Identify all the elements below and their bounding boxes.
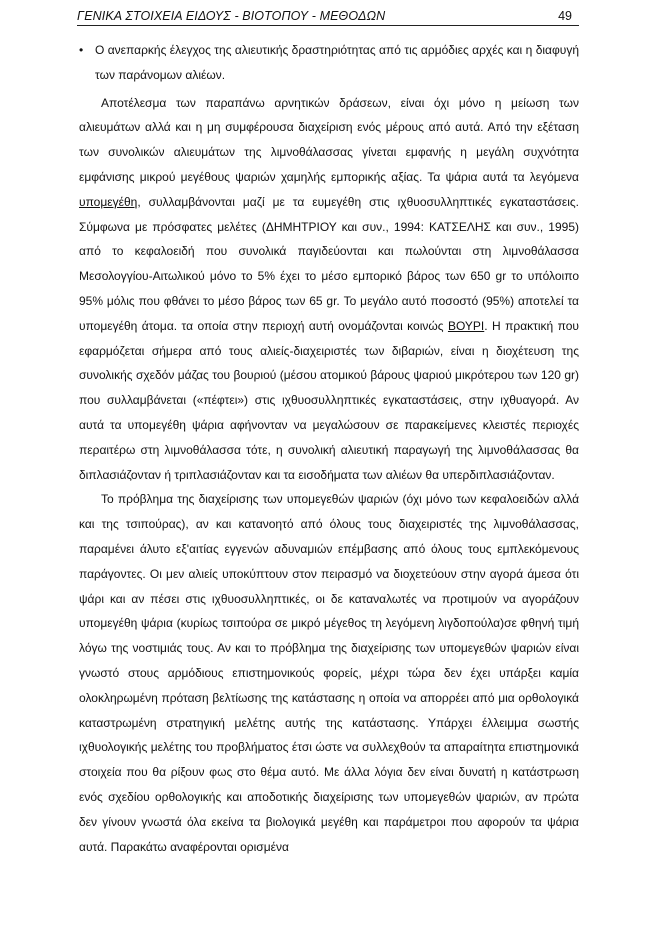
paragraph-1-text-3: . Η πρακτική που εφαρμόζεται σήμερα από τους αλιείς-διαχειριστές των διβαριών, είναι η διοχέτευση της συνολικής σχεδόν μάζας του βουριού (μέσου ατομικού βάρους ψαριού μικρότερου των 120 gr) που συλλαμβάνεται («πέφτει») στις ιχθυοσυλληπτικές εγκαταστάσεις, στην ιχθυαγορά. Αν αυτά τα υπομεγέθη ψάρια αφήνονταν να μεγαλώσουν σε παρακείμενες κλειστές περιοχές περαιτέρω στη λιμνοθάλασσα τότε, η συνολική αλιευτική παραγωγή της λιμνοθάλασσας θα διπλασιάζονταν ή τριπλασιάζονταν και τα εισοδήματα των αλιέων θα υπερδιπλασιάζονταν. (79, 318, 579, 482)
bullet-text: Ο ανεπαρκής έλεγχος της αλιευτικής δραστηριότητας από τις αρμόδιες αρχές και η διαφυγή των παράνομων αλιέων. (95, 43, 579, 82)
page-number: 49 (558, 9, 572, 23)
body-text (79, 38, 579, 859)
bullet-icon: • (79, 43, 84, 57)
header-rule (77, 25, 579, 26)
paragraph-1-text-2: , συλλαμβάνονται μαζί με τα ευμεγέθη στις ιχθυοσυλληπτικές εγκαταστάσεις. Σύμφωνα με πρόσφατες μελέτες (ΔΗΜΗΤΡΙΟΥ και συν., 1994: ΚΑΤΣΕΛΗΣ και συν., 1995) από το κεφαλοειδή που συνολικά παγιδεύονται και πωλούνται στη λιμνοθάλασσα Μεσολογγίου-Αιτωλικού μόνο το 5% έχει το μέσο εμπορικό βάρος των 650 gr το υπόλοιπο 95% μόλις που φθάνει το μέσο βάρος των 65 gr. Το μεγάλο αυτό ποσοστό (95%) αποτελεί τα υπομεγέθη άτομα. τα οποία στην περιοχή αυτή ονομάζονται κοινώς (79, 194, 579, 333)
running-head: ΓΕΝΙΚΑ ΣΤΟΙΧΕΙΑ ΕΙΔΟΥΣ - ΒΙΟΤΟΠΟΥ - ΜΕΘΟΔΩΝ (77, 9, 386, 23)
paragraph-2: Το πρόβλημα της διαχείρισης των υπομεγεθών ψαριών (όχι μόνο των κεφαλοειδών αλλά και της τσιπούρας), αν και κατανοητό από όλους τους διαχειριστές της λιμνοθάλασσας, παραμένει άλυτο εξ'αιτίας εγγενών αδυναμιών επέμβασης από όλους τους εμπλεκόμενους παράγοντες. Οι μεν αλιείς υποκύπτουν στον πειρασμό να διοχετεύουν στην αγορά άμεσα ότι ψάρι και αν πέσει στις ιχθυοσυλληπτικές, οι δε καταναλωτές να προτιμούν να αγοράζουν υπομεγέθη ψάρια (κυρίως τσιπούρα σε μικρό μέγεθος τη λεγόμενη λιγδοπούλα)σε φθηνή τιμή λόγω της νοστιμιάς τους. Αν και το πρόβλημα της διαχείρισης των υπομεγεθών ψαριών είναι γνωστό στους αρμόδιους επιστημονικούς φορείς, μέχρι τώρα δεν έχει υπάρξει καμία ολοκληρωμένη πρόταση βελτίωσης της κατάστασης η οποία να απορρέει από μια ορθολογικά καταστρωμένη στρατηγική μελέτης αυτής της κατάστασης. Υπάρχει έλλειμμα σωστής ιχθυολογικής μελέτης του προβλήματος έτσι ώστε να συλλεχθούν τα απαραίτητα επιστημονικά στοιχεία που θα ρίξουν φως στο θέμα αυτό. Με άλλα λόγια δεν είναι δυνατή η κατάστρωση ενός σχεδίου ορθολογικής και αποδοτικής διαχείρισης των υπομεγεθών ψαριών, αν πρώτα δεν γίνουν γνωστά όλα εκείνα τα βιολογικά μεγέθη και παράμετροι που αφορούν τα ψάρια αυτά. Παρακάτω αναφέρονται ορισμένα (79, 492, 579, 854)
paragraph-1-text-1: Αποτέλεσμα των παραπάνω αρνητικών δράσεων, είναι όχι μόνο η μείωση των αλιευμάτων αλλά και η μη συμφέρουσα διαχείριση ενός μέρους από αυτά. Από την εξέταση των συνολικών αλιευμάτων της λιμνοθάλασσας γίνεται εμφανής η μεγάλη συχνότητα εμφάνισης μικρού μεγέθους ψαριών χαμηλής εμπορικής αξίας. Τα ψάρια αυτά τα λεγόμενα (79, 95, 579, 184)
term-vouri-underlined: ΒΟΥΡΙ (447, 318, 485, 333)
paragraph-1 (79, 91, 579, 488)
bullet-item (79, 38, 579, 88)
page-header (77, 3, 584, 29)
term-undersized-underlined: υπομεγέθη (79, 194, 138, 209)
